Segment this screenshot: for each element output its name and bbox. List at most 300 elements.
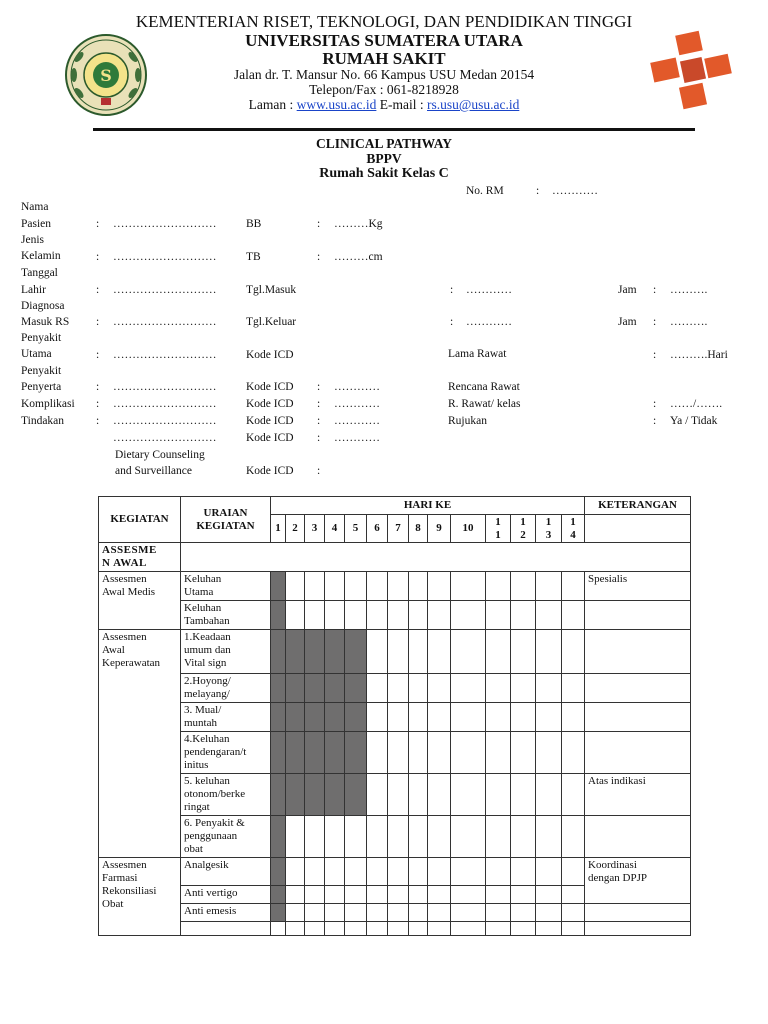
day-cell[interactable] bbox=[367, 732, 388, 774]
keterangan-text: Koordinasi bbox=[588, 859, 637, 871]
day-cell[interactable] bbox=[271, 674, 286, 703]
day-cell[interactable] bbox=[367, 904, 388, 922]
day-cell[interactable] bbox=[486, 572, 511, 601]
day-cell[interactable] bbox=[562, 816, 585, 858]
header-uraian-1: URAIAN bbox=[203, 506, 248, 519]
day-cell[interactable] bbox=[271, 572, 286, 601]
label-tgl-masuk: Tgl.Masuk bbox=[246, 284, 297, 296]
day-cell[interactable] bbox=[511, 601, 536, 630]
day-header-2 bbox=[286, 515, 305, 543]
document-title: CLINICAL PATHWAY bbox=[316, 136, 452, 151]
day-cell[interactable] bbox=[325, 816, 345, 858]
day-cell[interactable] bbox=[325, 703, 345, 732]
email-link[interactable]: rs.usu@usu.ac.id bbox=[427, 97, 520, 112]
day-cell[interactable] bbox=[562, 858, 585, 886]
day-cell[interactable] bbox=[562, 601, 585, 630]
day-header-10 bbox=[451, 515, 486, 543]
day-cell[interactable] bbox=[536, 601, 562, 630]
day-cell[interactable] bbox=[388, 674, 409, 703]
colon: : bbox=[317, 381, 321, 393]
email-label: E-mail : bbox=[376, 97, 428, 112]
day-cell[interactable] bbox=[345, 703, 367, 732]
uraian-cell bbox=[181, 774, 271, 816]
day-cell[interactable] bbox=[428, 922, 451, 936]
day-cell[interactable] bbox=[511, 732, 536, 774]
uraian-text: ringat bbox=[184, 801, 210, 813]
day-cell[interactable] bbox=[367, 601, 388, 630]
day-cell[interactable] bbox=[305, 732, 325, 774]
label-komplikasi: Komplikasi bbox=[21, 398, 75, 410]
day-cell[interactable] bbox=[451, 858, 486, 886]
day-cell[interactable] bbox=[562, 922, 585, 936]
day-cell[interactable] bbox=[562, 732, 585, 774]
day-cell[interactable] bbox=[367, 816, 388, 858]
day-cell[interactable] bbox=[388, 922, 409, 936]
day-cell[interactable] bbox=[367, 572, 388, 601]
day-cell[interactable] bbox=[345, 858, 367, 886]
day-cell[interactable] bbox=[367, 703, 388, 732]
website-link[interactable]: www.usu.ac.id bbox=[296, 97, 377, 112]
day-cell[interactable] bbox=[428, 858, 451, 886]
hospital-name: RUMAH SAKIT bbox=[322, 49, 446, 68]
tanggal-lahir-field[interactable]: ……………………… bbox=[113, 284, 217, 296]
uraian-cell bbox=[181, 904, 271, 922]
day-cell[interactable] bbox=[511, 816, 536, 858]
uraian-cell bbox=[181, 922, 271, 936]
day-cell[interactable] bbox=[325, 774, 345, 816]
label-kode-icd: Kode ICD bbox=[246, 415, 294, 427]
day-cell[interactable] bbox=[409, 816, 428, 858]
icd-tindakan-field[interactable]: ………… bbox=[334, 415, 380, 427]
table-row bbox=[99, 774, 691, 816]
day-cell[interactable] bbox=[367, 774, 388, 816]
day-cell[interactable] bbox=[428, 904, 451, 922]
no-rm-field[interactable]: ………… bbox=[552, 185, 598, 197]
colon: : bbox=[96, 218, 100, 230]
day-cell[interactable] bbox=[409, 774, 428, 816]
colon: : bbox=[96, 284, 100, 296]
keterangan-text: Atas indikasi bbox=[588, 775, 646, 787]
label-kode-icd: Kode ICD bbox=[246, 465, 294, 477]
label-lahir: Lahir bbox=[21, 284, 46, 296]
table-row bbox=[99, 904, 691, 922]
day-cell[interactable] bbox=[345, 601, 367, 630]
nama-pasien-field[interactable]: ……………………… bbox=[113, 218, 217, 230]
day-cell[interactable] bbox=[451, 572, 486, 601]
day-cell[interactable] bbox=[486, 904, 511, 922]
day-cell[interactable] bbox=[305, 601, 325, 630]
label-jam-keluar: Jam bbox=[618, 316, 637, 328]
label-dietary-1: Dietary Counseling bbox=[115, 449, 205, 461]
day-cell[interactable] bbox=[367, 886, 388, 904]
day-header-3 bbox=[305, 515, 325, 543]
uraian-text: initus bbox=[184, 759, 209, 771]
tgl-keluar-field[interactable]: ………… bbox=[466, 316, 512, 328]
uraian-text: Utama bbox=[184, 586, 214, 598]
day-cell[interactable] bbox=[388, 886, 409, 904]
day-cell[interactable] bbox=[388, 858, 409, 886]
day-cell[interactable] bbox=[388, 816, 409, 858]
jam-masuk-field[interactable]: ………. bbox=[670, 284, 708, 296]
day-cell[interactable] bbox=[536, 904, 562, 922]
day-cell[interactable] bbox=[305, 774, 325, 816]
day-cell[interactable] bbox=[486, 816, 511, 858]
day-cell[interactable] bbox=[511, 904, 536, 922]
table-row bbox=[99, 922, 691, 936]
day-cell[interactable] bbox=[271, 858, 286, 886]
uraian-text: Keluhan bbox=[184, 573, 222, 585]
label-nama: Nama bbox=[21, 201, 49, 213]
r-rawat-kelas-field[interactable]: ……/……. bbox=[670, 398, 723, 410]
keterangan-text: Spesialis bbox=[588, 573, 628, 585]
uraian-cell bbox=[181, 858, 271, 886]
day-cell[interactable] bbox=[286, 732, 305, 774]
jam-keluar-field[interactable]: ………. bbox=[670, 316, 708, 328]
uraian-cell bbox=[181, 886, 271, 904]
label-rencana-rawat: Rencana Rawat bbox=[448, 381, 520, 393]
uraian-text: umum dan bbox=[184, 644, 231, 656]
colon: : bbox=[96, 381, 100, 393]
day-cell[interactable] bbox=[345, 630, 367, 674]
day-cell[interactable] bbox=[305, 816, 325, 858]
label-kelamin: Kelamin bbox=[21, 250, 61, 262]
keterangan-cell bbox=[585, 601, 691, 630]
day-cell[interactable] bbox=[345, 774, 367, 816]
section-assesmen-awal bbox=[99, 543, 181, 572]
day-cell[interactable] bbox=[286, 904, 305, 922]
bb-field[interactable]: ………Kg bbox=[334, 218, 383, 230]
uraian-cell bbox=[181, 674, 271, 703]
day-cell[interactable] bbox=[345, 904, 367, 922]
penyakit-penyerta-field[interactable]: ……………………… bbox=[113, 381, 217, 393]
day-header-7 bbox=[388, 515, 409, 543]
tindakan-field-2[interactable]: ……………………… bbox=[113, 432, 217, 444]
day-cell[interactable] bbox=[451, 601, 486, 630]
day-cell[interactable] bbox=[486, 774, 511, 816]
colon: : bbox=[653, 398, 657, 410]
hospital-phone: Telepon/Fax : 061-8218928 bbox=[309, 82, 459, 97]
day-cell[interactable] bbox=[271, 630, 286, 674]
day-cell[interactable] bbox=[511, 858, 536, 886]
day-cell[interactable] bbox=[486, 922, 511, 936]
colon: : bbox=[96, 398, 100, 410]
day-cell[interactable] bbox=[409, 732, 428, 774]
day-cell[interactable] bbox=[367, 630, 388, 674]
day-cell[interactable] bbox=[325, 630, 345, 674]
day-cell[interactable] bbox=[305, 858, 325, 886]
label-r-rawat-kelas: R. Rawat/ kelas bbox=[448, 398, 521, 410]
keterangan-cell bbox=[585, 732, 691, 774]
day-cell[interactable] bbox=[428, 630, 451, 674]
day-cell[interactable] bbox=[305, 904, 325, 922]
day-cell[interactable] bbox=[562, 703, 585, 732]
day-cell[interactable] bbox=[325, 674, 345, 703]
day-cell[interactable] bbox=[451, 703, 486, 732]
day-cell[interactable] bbox=[367, 858, 388, 886]
day-cell[interactable] bbox=[345, 922, 367, 936]
day-cell[interactable] bbox=[286, 630, 305, 674]
day-number: 2 bbox=[292, 522, 298, 534]
day-cell[interactable] bbox=[562, 886, 585, 904]
day-cell[interactable] bbox=[536, 572, 562, 601]
day-cell[interactable] bbox=[325, 572, 345, 601]
label-diagnosa: Diagnosa bbox=[21, 300, 65, 312]
day-cell[interactable] bbox=[428, 674, 451, 703]
day-cell[interactable] bbox=[388, 601, 409, 630]
day-cell[interactable] bbox=[271, 904, 286, 922]
label-dietary-2: and Surveillance bbox=[115, 465, 192, 477]
day-cell[interactable] bbox=[562, 774, 585, 816]
day-cell[interactable] bbox=[286, 601, 305, 630]
colon: : bbox=[653, 284, 657, 296]
day-cell[interactable] bbox=[271, 703, 286, 732]
icd-tindakan-field-2[interactable]: ………… bbox=[334, 432, 380, 444]
day-cell[interactable] bbox=[388, 774, 409, 816]
day-cell[interactable] bbox=[286, 886, 305, 904]
komplikasi-field[interactable]: ……………………… bbox=[113, 398, 217, 410]
label-kode-icd: Kode ICD bbox=[246, 398, 294, 410]
day-cell[interactable] bbox=[428, 886, 451, 904]
day-cell[interactable] bbox=[562, 674, 585, 703]
tgl-masuk-field[interactable]: ………… bbox=[466, 284, 512, 296]
day-cell[interactable] bbox=[562, 630, 585, 674]
day-cell[interactable] bbox=[286, 816, 305, 858]
day-cell[interactable] bbox=[271, 601, 286, 630]
day-cell[interactable] bbox=[536, 703, 562, 732]
uraian-text: 6. Penyakit & bbox=[184, 817, 245, 829]
day-cell[interactable] bbox=[388, 703, 409, 732]
diagnosa-masuk-field[interactable]: ……………………… bbox=[113, 316, 217, 328]
day-cell[interactable] bbox=[409, 703, 428, 732]
day-cell[interactable] bbox=[486, 703, 511, 732]
day-cell[interactable] bbox=[325, 922, 345, 936]
day-cell[interactable] bbox=[325, 732, 345, 774]
uraian-text: Anti vertigo bbox=[184, 887, 238, 899]
day-cell[interactable] bbox=[536, 774, 562, 816]
day-cell[interactable] bbox=[271, 816, 286, 858]
day-cell[interactable] bbox=[428, 572, 451, 601]
day-cell[interactable] bbox=[486, 732, 511, 774]
day-cell[interactable] bbox=[562, 572, 585, 601]
day-cell[interactable] bbox=[486, 630, 511, 674]
day-cell[interactable] bbox=[388, 630, 409, 674]
table-row bbox=[99, 732, 691, 774]
day-cell[interactable] bbox=[486, 601, 511, 630]
label-kode-icd: Kode ICD bbox=[246, 432, 294, 444]
svg-text:S: S bbox=[100, 66, 112, 85]
colon: : bbox=[96, 251, 100, 263]
day-cell[interactable] bbox=[325, 904, 345, 922]
rujukan-field[interactable]: Ya / Tidak bbox=[670, 415, 718, 427]
day-cell[interactable] bbox=[451, 904, 486, 922]
day-cell[interactable] bbox=[345, 732, 367, 774]
day-cell[interactable] bbox=[536, 674, 562, 703]
icd-komplikasi-field[interactable]: ………… bbox=[334, 398, 380, 410]
label-penyerta: Penyerta bbox=[21, 381, 62, 393]
header-divider bbox=[93, 128, 695, 131]
day-cell[interactable] bbox=[451, 816, 486, 858]
colon: : bbox=[653, 415, 657, 427]
day-cell[interactable] bbox=[409, 630, 428, 674]
day-cell[interactable] bbox=[451, 774, 486, 816]
uraian-text: Analgesik bbox=[184, 859, 229, 871]
keterangan-cell bbox=[585, 774, 691, 816]
day-cell[interactable] bbox=[286, 922, 305, 936]
keterangan-cell bbox=[585, 816, 691, 858]
day-cell[interactable] bbox=[345, 674, 367, 703]
day-number: 4 bbox=[570, 528, 576, 541]
day-cell[interactable] bbox=[428, 774, 451, 816]
uraian-text: Vital sign bbox=[184, 657, 227, 669]
day-header-12 bbox=[511, 515, 536, 543]
day-cell[interactable] bbox=[428, 816, 451, 858]
uraian-text: Anti emesis bbox=[184, 905, 237, 917]
keterangan-cell bbox=[585, 630, 691, 674]
day-header-4 bbox=[325, 515, 345, 543]
day-cell[interactable] bbox=[325, 601, 345, 630]
kegiatan-text: Rekonsiliasi bbox=[102, 885, 157, 897]
day-cell[interactable] bbox=[511, 886, 536, 904]
day-cell[interactable] bbox=[305, 630, 325, 674]
table-row bbox=[99, 572, 691, 601]
day-cell[interactable] bbox=[536, 630, 562, 674]
day-number: 9 bbox=[436, 522, 442, 534]
day-cell[interactable] bbox=[325, 886, 345, 904]
day-cell[interactable] bbox=[451, 630, 486, 674]
label-pasien: Pasien bbox=[21, 218, 52, 230]
day-cell[interactable] bbox=[388, 732, 409, 774]
header-keterangan-blank bbox=[585, 515, 691, 543]
day-cell[interactable] bbox=[536, 732, 562, 774]
day-cell[interactable] bbox=[367, 922, 388, 936]
tindakan-field[interactable]: ……………………… bbox=[113, 415, 217, 427]
label-masuk-rs: Masuk RS bbox=[21, 316, 70, 328]
colon: : bbox=[96, 316, 100, 328]
day-cell[interactable] bbox=[367, 674, 388, 703]
colon: : bbox=[96, 349, 100, 361]
day-cell[interactable] bbox=[451, 674, 486, 703]
kegiatan-cell bbox=[99, 572, 181, 630]
uraian-text: melayang/ bbox=[184, 688, 230, 700]
day-number: 1 bbox=[495, 528, 501, 541]
keterangan-cell bbox=[585, 858, 691, 904]
day-cell[interactable] bbox=[536, 816, 562, 858]
day-cell[interactable] bbox=[486, 858, 511, 886]
label-kode-icd: Kode ICD bbox=[246, 381, 294, 393]
day-cell[interactable] bbox=[345, 816, 367, 858]
day-cell[interactable] bbox=[286, 858, 305, 886]
day-cell[interactable] bbox=[428, 703, 451, 732]
day-cell[interactable] bbox=[409, 904, 428, 922]
day-cell[interactable] bbox=[286, 774, 305, 816]
day-cell[interactable] bbox=[486, 886, 511, 904]
kegiatan-text: Assesmen bbox=[102, 631, 147, 643]
day-cell[interactable] bbox=[271, 774, 286, 816]
day-cell[interactable] bbox=[305, 674, 325, 703]
day-cell[interactable] bbox=[345, 886, 367, 904]
table-row bbox=[99, 674, 691, 703]
day-number: 1 bbox=[275, 522, 281, 534]
uraian-text: pendengaran/t bbox=[184, 746, 247, 758]
section-blank bbox=[181, 543, 691, 572]
day-cell[interactable] bbox=[451, 922, 486, 936]
day-cell[interactable] bbox=[511, 703, 536, 732]
day-cell[interactable] bbox=[536, 858, 562, 886]
day-cell[interactable] bbox=[486, 674, 511, 703]
colon: : bbox=[317, 465, 321, 477]
day-cell[interactable] bbox=[428, 601, 451, 630]
day-cell[interactable] bbox=[286, 572, 305, 601]
day-cell[interactable] bbox=[511, 922, 536, 936]
day-cell[interactable] bbox=[388, 904, 409, 922]
day-cell[interactable] bbox=[451, 732, 486, 774]
colon: : bbox=[653, 349, 657, 361]
day-cell[interactable] bbox=[305, 572, 325, 601]
day-cell[interactable] bbox=[325, 858, 345, 886]
kegiatan-cell bbox=[99, 630, 181, 858]
day-header-11 bbox=[486, 515, 511, 543]
day-cell[interactable] bbox=[305, 703, 325, 732]
colon: : bbox=[317, 218, 321, 230]
penyakit-utama-field[interactable]: ……………………… bbox=[113, 349, 217, 361]
day-cell[interactable] bbox=[286, 703, 305, 732]
day-cell[interactable] bbox=[511, 630, 536, 674]
day-cell[interactable] bbox=[409, 858, 428, 886]
day-header-6 bbox=[367, 515, 388, 543]
day-cell[interactable] bbox=[409, 674, 428, 703]
day-cell[interactable] bbox=[271, 732, 286, 774]
table-row bbox=[99, 630, 691, 674]
day-cell[interactable] bbox=[562, 904, 585, 922]
uraian-cell bbox=[181, 601, 271, 630]
uraian-text: 4.Keluhan bbox=[184, 733, 230, 745]
day-cell[interactable] bbox=[345, 572, 367, 601]
keterangan-cell bbox=[585, 922, 691, 936]
header-kegiatan: KEGIATAN bbox=[99, 497, 181, 543]
uraian-text: 5. keluhan bbox=[184, 775, 230, 787]
kegiatan-text: Keperawatan bbox=[102, 657, 161, 669]
day-cell[interactable] bbox=[511, 572, 536, 601]
day-cell[interactable] bbox=[388, 572, 409, 601]
jenis-kelamin-field[interactable]: ……………………… bbox=[113, 251, 217, 263]
icd-penyerta-field[interactable]: ………… bbox=[334, 381, 380, 393]
day-cell[interactable] bbox=[409, 601, 428, 630]
day-cell[interactable] bbox=[536, 886, 562, 904]
header-uraian bbox=[181, 497, 271, 543]
day-cell[interactable] bbox=[451, 886, 486, 904]
day-cell[interactable] bbox=[305, 886, 325, 904]
table-row bbox=[99, 601, 691, 630]
day-cell[interactable] bbox=[271, 886, 286, 904]
colon: : bbox=[450, 316, 454, 328]
day-cell[interactable] bbox=[428, 732, 451, 774]
day-cell[interactable] bbox=[271, 922, 286, 936]
day-cell[interactable] bbox=[305, 922, 325, 936]
day-cell[interactable] bbox=[536, 922, 562, 936]
tb-field[interactable]: ………cm bbox=[334, 251, 383, 263]
day-cell[interactable] bbox=[511, 774, 536, 816]
day-header-9 bbox=[428, 515, 451, 543]
label-tb: TB bbox=[246, 251, 261, 263]
day-cell[interactable] bbox=[511, 674, 536, 703]
uraian-text: muntah bbox=[184, 717, 217, 729]
day-cell[interactable] bbox=[409, 572, 428, 601]
day-number: 4 bbox=[331, 522, 338, 534]
day-cell[interactable] bbox=[286, 674, 305, 703]
lama-rawat-field[interactable]: ……….Hari bbox=[670, 349, 728, 361]
day-cell[interactable] bbox=[409, 922, 428, 936]
day-cell[interactable] bbox=[409, 886, 428, 904]
